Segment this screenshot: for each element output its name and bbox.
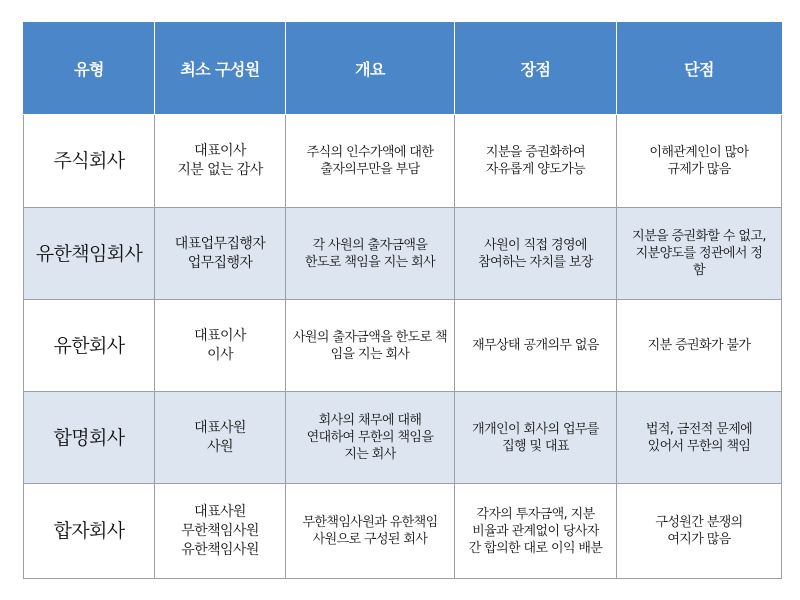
header-type: 유형 — [24, 23, 155, 115]
cell-overview: 주식의 인수가액에 대한 출자의무만을 부담 — [286, 115, 455, 208]
cell-pros: 각자의 투자금액, 지분 비율과 관계없이 당사자 간 합의한 대로 이익 배분 — [455, 484, 617, 579]
header-overview: 개요 — [286, 23, 455, 115]
cell-cons: 구성원간 분쟁의 여지가 많음 — [617, 484, 782, 579]
cell-type: 유한회사 — [24, 300, 155, 392]
cell-pros: 개개인이 회사의 업무를 집행 및 대표 — [455, 392, 617, 484]
cell-pros: 재무상태 공개의무 없음 — [455, 300, 617, 392]
header-pros: 장점 — [455, 23, 617, 115]
cell-cons: 법적, 금전적 문제에 있어서 무한의 책임 — [617, 392, 782, 484]
cell-overview: 사원의 출자금액을 한도로 책 임을 지는 회사 — [286, 300, 455, 392]
header-minimum-members: 최소 구성원 — [155, 23, 286, 115]
cell-members: 대표이사 이사 — [155, 300, 286, 392]
cell-type: 합자회사 — [24, 484, 155, 579]
cell-type: 주식회사 — [24, 115, 155, 208]
cell-type: 유한책임회사 — [24, 208, 155, 300]
table-row — [24, 208, 782, 300]
table-row — [24, 392, 782, 484]
table-row — [24, 484, 782, 579]
cell-cons: 이해관계인이 많아 규제가 많음 — [617, 115, 782, 208]
cell-cons: 지분을 증권화할 수 없고, 지분양도를 정관에서 정 함 — [617, 208, 782, 300]
cell-type: 합명회사 — [24, 392, 155, 484]
table-header-row — [24, 23, 782, 115]
cell-members: 대표업무집행자 업무집행자 — [155, 208, 286, 300]
company-comparison-table-container — [23, 22, 781, 579]
cell-pros: 지분을 증권화하여 자유롭게 양도가능 — [455, 115, 617, 208]
cell-members: 대표사원 사원 — [155, 392, 286, 484]
table-row — [24, 300, 782, 392]
company-comparison-table — [23, 22, 782, 579]
cell-overview: 각 사원의 출자금액을 한도로 책임을 지는 회사 — [286, 208, 455, 300]
cell-overview: 회사의 채무에 대해 연대하여 무한의 책임을 지는 회사 — [286, 392, 455, 484]
header-cons: 단점 — [617, 23, 782, 115]
cell-members: 대표사원 무한책임사원 유한책임사원 — [155, 484, 286, 579]
cell-members: 대표이사 지분 없는 감사 — [155, 115, 286, 208]
cell-pros: 사원이 직접 경영에 참여하는 자치를 보장 — [455, 208, 617, 300]
cell-overview: 무한책임사원과 유한책임 사원으로 구성된 회사 — [286, 484, 455, 579]
table-row — [24, 115, 782, 208]
cell-cons: 지분 증권화가 불가 — [617, 300, 782, 392]
